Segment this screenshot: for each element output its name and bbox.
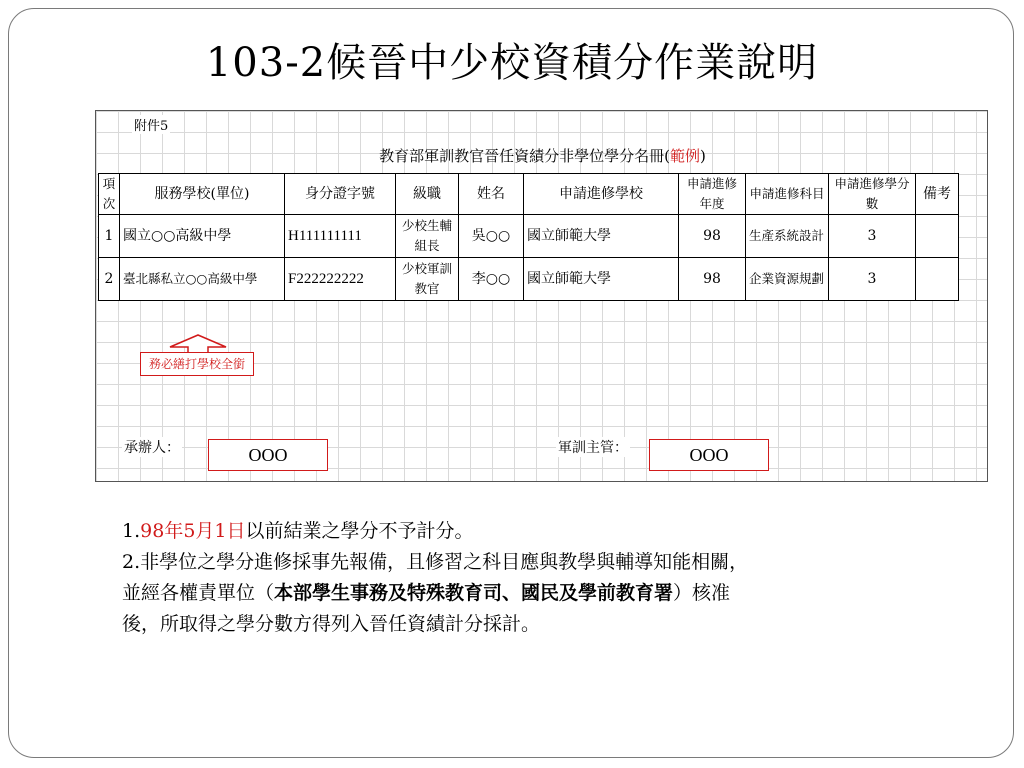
- cell-study-school: 國立師範大學: [524, 258, 679, 301]
- note-1-text: 以前結業之學分不予計分。: [245, 520, 474, 542]
- note-1-prefix: 1.: [122, 520, 141, 542]
- supervisor-box: OOO: [649, 439, 769, 471]
- slide-title: 103-2候晉中少校資積分作業說明: [205, 40, 819, 86]
- header-rank: 級職: [396, 174, 459, 215]
- note-1-date: 98年5月1日: [140, 520, 246, 542]
- form-title-end: ): [700, 147, 706, 165]
- handler-label: 承辦人：: [122, 437, 182, 457]
- header-remarks: 備考: [916, 174, 959, 215]
- cell-id: F222222222: [285, 258, 396, 301]
- header-study-school: 申請進修學校: [524, 174, 679, 215]
- notes-text: [122, 516, 982, 640]
- header-name: 姓名: [459, 174, 524, 215]
- table-row: [99, 215, 959, 258]
- callout-box: 務必繕打學校全銜: [140, 352, 254, 376]
- table-header-row: [99, 174, 959, 215]
- note-2-line-2: [122, 578, 982, 609]
- cell-name: 李○○: [459, 258, 524, 301]
- supervisor-label: 軍訓主管：: [556, 437, 630, 457]
- header-year: 申請進修年度: [679, 174, 746, 215]
- cell-credits: 3: [829, 215, 916, 258]
- cell-rank: 少校生輔組長: [396, 215, 459, 258]
- cell-study-school: 國立師範大學: [524, 215, 679, 258]
- handler-box: OOO: [208, 439, 328, 471]
- table-row: [99, 258, 959, 301]
- note-2-text-c: ）核准: [673, 582, 731, 604]
- cell-subject: 企業資源規劃: [746, 258, 829, 301]
- cell-rank: 少校軍訓教官: [396, 258, 459, 301]
- cell-school: 國立○○高級中學: [120, 215, 285, 258]
- header-school: 服務學校(單位): [120, 174, 285, 215]
- cell-remarks: [916, 258, 959, 301]
- header-subject: 申請進修科目: [746, 174, 829, 215]
- roster-table: [98, 173, 959, 301]
- header-no: 項次: [99, 174, 120, 215]
- cell-year: 98: [679, 258, 746, 301]
- header-id: 身分證字號: [285, 174, 396, 215]
- note-2-line-3: 後，所取得之學分數方得列入晉任資績計分採計。: [122, 613, 541, 635]
- cell-credits: 3: [829, 258, 916, 301]
- attachment-label: 附件5: [132, 115, 170, 134]
- form-sheet: [95, 110, 988, 482]
- note-1: [122, 516, 982, 547]
- cell-remarks: [916, 215, 959, 258]
- form-title: [96, 145, 988, 166]
- cell-school: 臺北縣私立○○高級中學: [120, 258, 285, 301]
- cell-no: 1: [99, 215, 120, 258]
- cell-id: H111111111: [285, 215, 396, 258]
- header-credits: 申請進修學分數: [829, 174, 916, 215]
- cell-year: 98: [679, 215, 746, 258]
- cell-no: 2: [99, 258, 120, 301]
- note-2-line-1: 2.非學位之學分進修採事先報備，且修習之科目應與教學與輔導知能相關，: [122, 551, 749, 573]
- cell-subject: 生產系統設計: [746, 215, 829, 258]
- note-2-text-a: 並經各權責單位（: [122, 582, 275, 604]
- form-title-example: 範例: [669, 147, 700, 165]
- note-2-authority: 本部學生事務及特殊教育司、國民及學前教育署: [274, 582, 674, 604]
- form-title-main: 教育部軍訓教官晉任資績分非學位學分名冊(: [379, 147, 670, 165]
- cell-name: 吳○○: [459, 215, 524, 258]
